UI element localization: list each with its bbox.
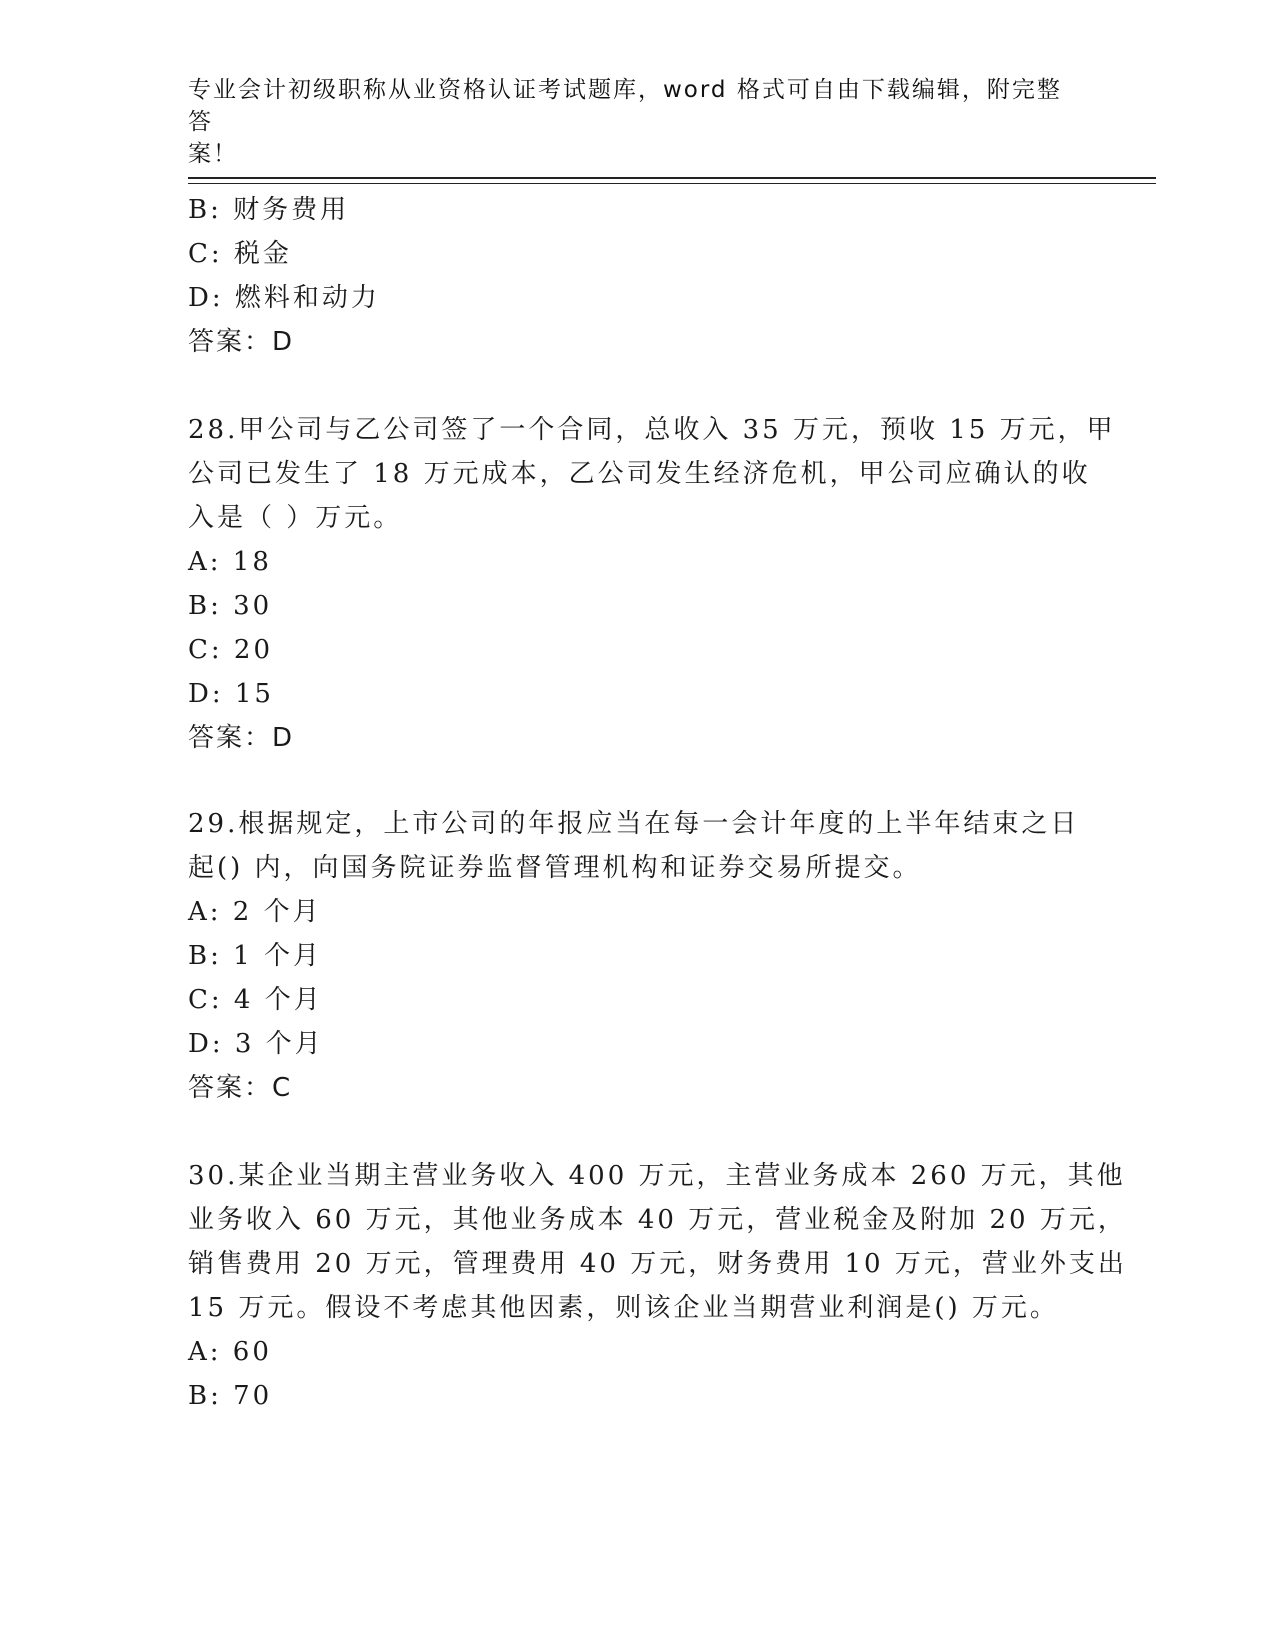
q30-stem-line-3: 销售费用 20 万元，管理费用 40 万元，财务费用 10 万元，营业外支出 [188,1249,1127,1279]
header-divider-thin [188,183,1156,184]
q29-option-b: B: 1 个月 [188,941,322,971]
q29-option-d: D: 3 个月 [188,1029,324,1059]
header-line-2: 案！ [188,141,238,167]
q28-option-a: A: 18 [188,547,272,577]
q29-option-c: C: 4 个月 [188,985,323,1015]
q30-stem-line-4: 15 万元。假设不考虑其他因素，则该企业当期营业利润是() 万元。 [188,1293,1059,1323]
q28-option-d: D: 15 [188,679,274,709]
q30-stem-line-1: 30.某企业当期主营业务收入 400 万元，主营业务成本 260 万元，其他 [188,1161,1126,1191]
q28-stem-line-1: 28.甲公司与乙公司签了一个合同，总收入 35 万元，预收 15 万元，甲 [188,415,1116,445]
header-line-1: 专业会计初级职称从业资格认证考试题库，word 格式可自由下载编辑，附完整答 [188,77,1062,135]
q29-stem-line-1: 29.根据规定，上市公司的年报应当在每一会计年度的上半年结束之日 [188,809,1080,839]
q29-answer: 答案：C [188,1073,293,1103]
q27-option-d: D: 燃料和动力 [188,283,380,313]
q30-stem-line-2: 业务收入 60 万元，其他业务成本 40 万元，营业税金及附加 20 万元， [188,1205,1127,1235]
q27-option-c: C: 税金 [188,239,292,269]
q28-answer: 答案：D [188,723,295,753]
q27-option-b: B: 财务费用 [188,195,350,225]
q30-option-a: A: 60 [188,1337,272,1367]
q27-answer: 答案：D [188,327,295,357]
q28-stem-line-2: 公司已发生了 18 万元成本，乙公司发生经济危机，甲公司应确认的收 [188,459,1091,489]
header-divider-thick [188,177,1156,179]
q30-option-b: B: 70 [188,1381,273,1411]
page-header [188,74,1068,170]
q29-option-a: A: 2 个月 [188,897,322,927]
q28-option-c: C: 20 [188,635,274,665]
q28-option-b: B: 30 [188,591,273,621]
q28-stem-line-3: 入是（ ）万元。 [188,503,403,533]
q29-stem-line-2: 起() 内，向国务院证券监督管理机构和证券交易所提交。 [188,853,922,883]
